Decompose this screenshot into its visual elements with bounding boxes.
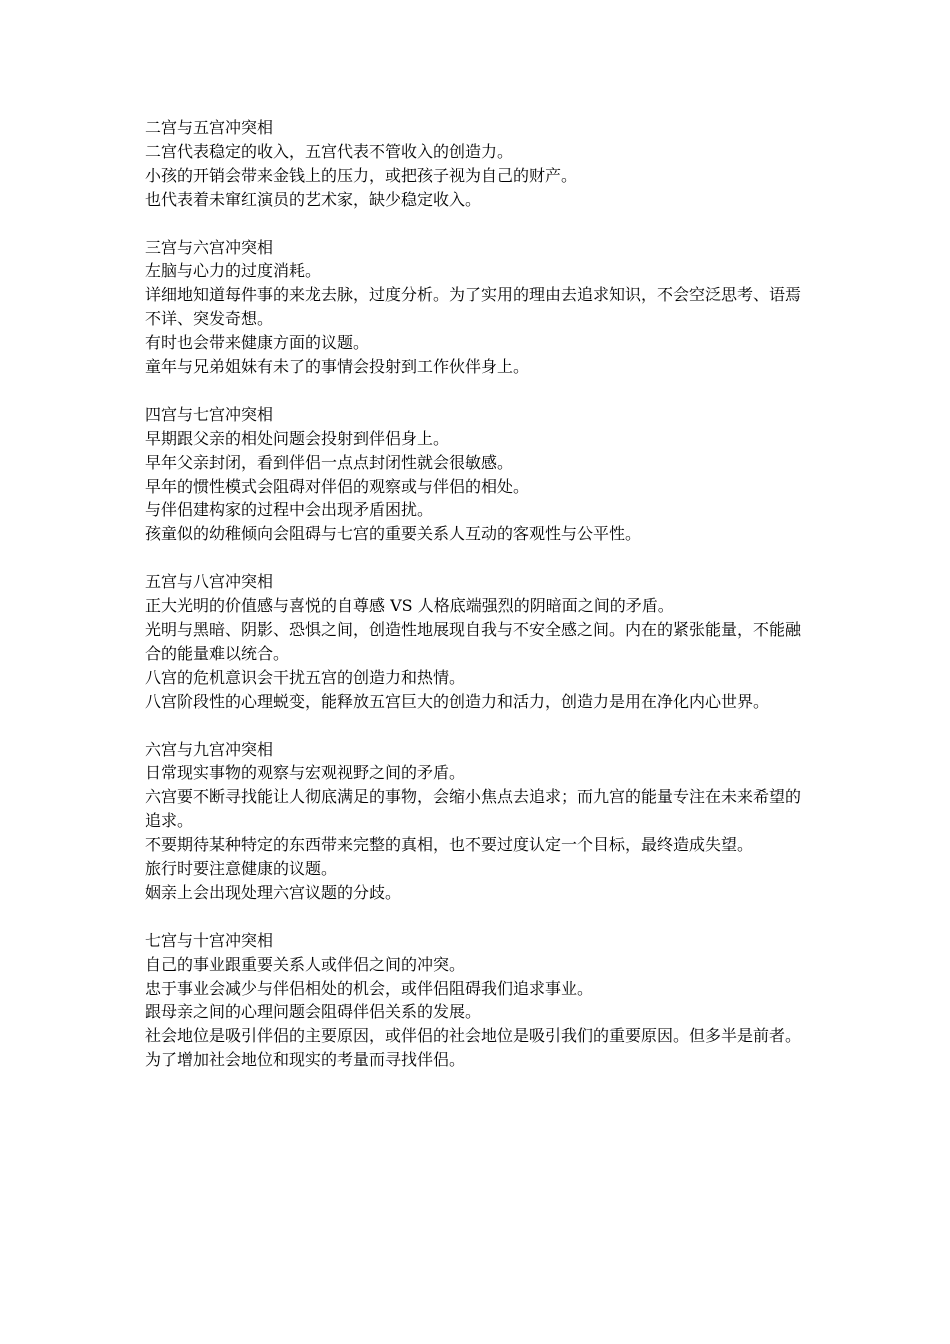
paragraph-line: 孩童似的幼稚倾向会阻碍与七宫的重要关系人互动的客观性与公平性。: [145, 524, 642, 544]
paragraph-line: 八宫的危机意识会干扰五宫的创造力和热情。: [145, 667, 466, 687]
section-heading: 七宫与十宫冲突相: [145, 930, 274, 950]
paragraph-line: 有时也会带来健康方面的议题。: [145, 333, 370, 353]
paragraph-line: 姻亲上会出现处理六宫议题的分歧。: [145, 882, 402, 902]
paragraph-line: 光明与黑暗、阴影、恐惧之间，创造性地展现自我与不安全感之间。内在的紧张能量，不能融合的能量难以统合。: [145, 619, 802, 663]
paragraph-line: 正大光明的价值感与喜悦的自尊感 VS 人格底端强烈的阴暗面之间的矛盾。: [145, 596, 674, 616]
paragraph-line: 小孩的开销会带来金钱上的压力，或把孩子视为自己的财产。: [145, 165, 578, 185]
section-2-5: [145, 116, 815, 212]
section-6-9: [145, 738, 815, 905]
section-4-7: [145, 403, 815, 546]
section-heading: 二宫与五宫冲突相: [145, 118, 274, 137]
paragraph-line: 跟母亲之间的心理问题会阻碍伴侣关系的发展。: [145, 1002, 482, 1022]
paragraph-line: 忠于事业会减少与伴侣相处的机会，或伴侣阻碍我们追求事业。: [145, 978, 594, 998]
paragraph-line: 与伴侣建构家的过程中会出现矛盾困扰。: [145, 500, 434, 520]
section-5-8: [145, 570, 815, 713]
paragraph-line: 为了增加社会地位和现实的考量而寻找伴侣。: [145, 1050, 466, 1070]
section-heading: 三宫与六宫冲突相: [145, 237, 274, 257]
section-heading: 五宫与八宫冲突相: [145, 572, 274, 592]
paragraph-line: 早年父亲封闭，看到伴侣一点点封闭性就会很敏感。: [145, 452, 514, 472]
section-3-6: [145, 236, 815, 379]
section-7-10: [145, 929, 815, 1072]
section-heading: 四宫与七宫冲突相: [145, 404, 274, 424]
paragraph-line: 左脑与心力的过度消耗。: [145, 261, 322, 281]
paragraph-line: 八宫阶段性的心理蜕变，能释放五宫巨大的创造力和活力，创造力是用在净化内心世界。: [145, 691, 770, 711]
paragraph-line: 早年的惯性模式会阻碍对伴侣的观察或与伴侣的相处。: [145, 476, 530, 496]
paragraph-line: 日常现实事物的观察与宏观视野之间的矛盾。: [145, 763, 466, 783]
paragraph-line: 六宫要不断寻找能让人彻底满足的事物，会缩小焦点去追求；而九宫的能量专注在未来希望的追求。: [145, 787, 802, 831]
section-heading: 六宫与九宫冲突相: [145, 739, 274, 759]
paragraph-line: 早期跟父亲的相处问题会投射到伴侣身上。: [145, 428, 450, 448]
paragraph-line: 也代表着未窜红演员的艺术家，缺少稳定收入。: [145, 189, 482, 209]
paragraph-line: 自己的事业跟重要关系人或伴侣之间的冲突。: [145, 954, 466, 974]
paragraph-line: 详细地知道每件事的来龙去脉，过度分析。为了实用的理由去追求知识，不会空泛思考、语焉不详、突发奇想。: [145, 285, 802, 329]
document-page: [145, 116, 815, 1072]
paragraph-line: 童年与兄弟姐妹有未了的事情会投射到工作伙伴身上。: [145, 357, 530, 377]
paragraph-line: 社会地位是吸引伴侣的主要原因，或伴侣的社会地位是吸引我们的重要原因。但多半是前者。: [145, 1026, 802, 1046]
paragraph-line: 二宫代表稳定的收入，五宫代表不管收入的创造力。: [145, 141, 514, 161]
paragraph-line: 不要期待某种特定的东西带来完整的真相，也不要过度认定一个目标，最终造成失望。: [145, 835, 754, 855]
paragraph-line: 旅行时要注意健康的议题。: [145, 859, 338, 879]
